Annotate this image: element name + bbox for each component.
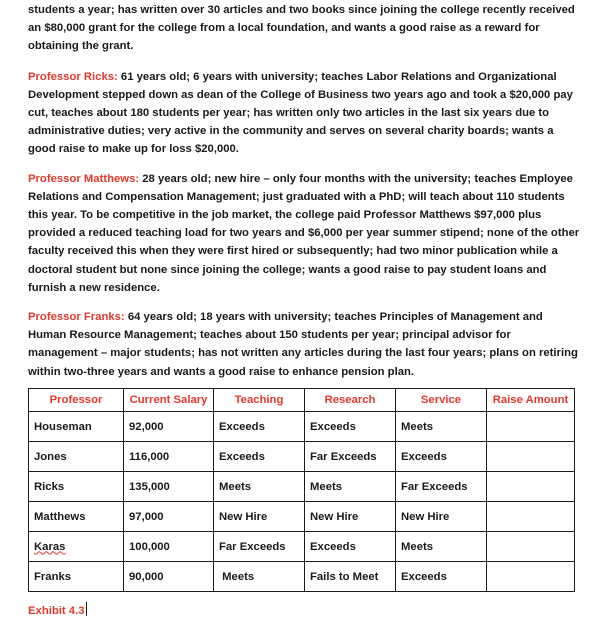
cell-research: Exceeds bbox=[305, 412, 396, 442]
cell-salary: 100,000 bbox=[124, 532, 214, 562]
cell-service: Meets bbox=[396, 412, 487, 442]
cell-raise-amount[interactable] bbox=[487, 412, 575, 442]
document-page bbox=[28, 0, 580, 617]
cell-research: New Hire bbox=[305, 502, 396, 532]
cell-research: Exceeds bbox=[305, 532, 396, 562]
cell-service: Far Exceeds bbox=[396, 472, 487, 502]
professor-name-ricks: Professor Ricks: bbox=[28, 70, 118, 83]
paragraph-text: 64 years old; 18 years with university; teaches Principles of Management and Human Resource Management; teaches about 150 students per year; principal advisor for management – major students; has not written any articles during the last four years; plans on retiring within two-three years and wants a good raise to enhance pension plan. bbox=[28, 311, 578, 378]
table-row bbox=[29, 472, 575, 502]
cell-teaching: Meets bbox=[214, 472, 305, 502]
cell-research: Meets bbox=[305, 472, 396, 502]
column-header-service: Service bbox=[396, 389, 487, 412]
cell-professor: Houseman bbox=[29, 412, 124, 442]
cell-service: Exceeds bbox=[396, 442, 487, 472]
paragraph-text: 61 years old; 6 years with university; teaches Labor Relations and Organizational Development stepped down as dean of the College of Business two years ago and took a $20,000 pay cut, teaches about 180 students per year; has written only two articles in the last six years due to administrative duties; very active in the community and serves on several charity boards; wants a good raise to make up for loss $20,000. bbox=[28, 70, 573, 156]
cell-salary: 97,000 bbox=[124, 502, 214, 532]
column-header-teaching: Teaching bbox=[214, 389, 305, 412]
table-row bbox=[29, 412, 575, 442]
cell-teaching: New Hire bbox=[214, 502, 305, 532]
cell-professor bbox=[29, 532, 124, 562]
cell-teaching: Exceeds bbox=[214, 442, 305, 472]
paragraph-ricks bbox=[28, 68, 580, 159]
exhibit-caption[interactable] bbox=[28, 602, 87, 617]
cell-professor: Matthews bbox=[29, 502, 124, 532]
cell-service: Exceeds bbox=[396, 562, 487, 592]
cell-professor: Franks bbox=[29, 562, 124, 592]
column-header-raise-amount: Raise Amount bbox=[487, 389, 575, 412]
cell-research: Far Exceeds bbox=[305, 442, 396, 472]
cell-teaching: Exceeds bbox=[214, 412, 305, 442]
table-header-row bbox=[29, 389, 575, 412]
cell-raise-amount[interactable] bbox=[487, 532, 575, 562]
cell-teaching: Far Exceeds bbox=[214, 532, 305, 562]
column-header-research: Research bbox=[305, 389, 396, 412]
paragraph-houseman-continued bbox=[28, 1, 580, 56]
table-row bbox=[29, 532, 575, 562]
exhibit-label: Exhibit 4.3 bbox=[28, 605, 85, 617]
spellcheck-flagged-word: Karas bbox=[34, 540, 66, 553]
cell-research: Fails to Meet bbox=[305, 562, 396, 592]
professor-name-franks: Professor Franks: bbox=[28, 311, 125, 324]
cell-salary: 135,000 bbox=[124, 472, 214, 502]
text-cursor bbox=[86, 602, 87, 616]
cell-salary: 116,000 bbox=[124, 442, 214, 472]
cell-service: New Hire bbox=[396, 502, 487, 532]
paragraph-matthews bbox=[28, 170, 580, 297]
column-header-current-salary: Current Salary bbox=[124, 389, 214, 412]
cell-professor: Ricks bbox=[29, 472, 124, 502]
cell-teaching: Meets bbox=[214, 562, 305, 592]
paragraph-franks bbox=[28, 308, 580, 381]
cell-raise-amount[interactable] bbox=[487, 562, 575, 592]
column-header-professor: Professor bbox=[29, 389, 124, 412]
paragraph-text: students a year; has written over 30 articles and two books since joining the college recently received an $80,000 grant for the college from a local foundation, and wants a good raise as a reward for obtaining the grant. bbox=[28, 4, 575, 53]
table-row bbox=[29, 442, 575, 472]
cell-raise-amount[interactable] bbox=[487, 472, 575, 502]
cell-raise-amount[interactable] bbox=[487, 442, 575, 472]
table-row bbox=[29, 502, 575, 532]
cell-raise-amount[interactable] bbox=[487, 502, 575, 532]
evaluation-table bbox=[28, 388, 575, 592]
cell-professor: Jones bbox=[29, 442, 124, 472]
cell-salary: 92,000 bbox=[124, 412, 214, 442]
professor-name-matthews: Professor Matthews: bbox=[28, 172, 140, 185]
table-row bbox=[29, 562, 575, 592]
paragraph-text: 28 years old; new hire – only four months with the university; teaches Employee Relations and Compensation Management; just graduated with a PhD; will teach about 110 students this year. To be competitive in the job market, the college paid Professor Matthews $97,000 plus provided a reduced teaching load for two years and $6,000 per year summer stipend; none of the other faculty received this when they were first hired or subsequently; had two minor publication while a doctoral student but none since joining the college; wants a good raise to pay student loans and furnish a new residence. bbox=[28, 172, 580, 294]
cell-salary: 90,000 bbox=[124, 562, 214, 592]
cell-service: Meets bbox=[396, 532, 487, 562]
